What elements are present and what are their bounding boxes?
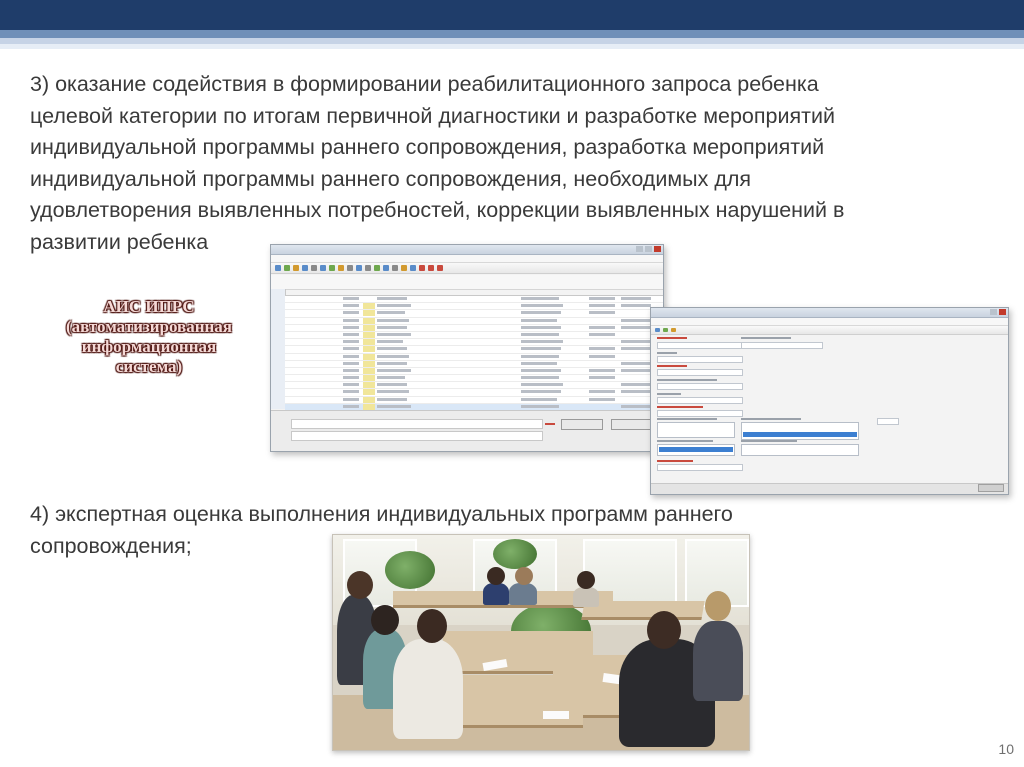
page-number: 10 xyxy=(998,741,1014,757)
app-window-form-screenshot xyxy=(650,307,1009,495)
meeting-room-photo xyxy=(332,534,750,751)
point-3-text: 3) оказание содействия в формировании реабилитационного запроса ребенка целевой категории по итогам первичной диагностики и разработке мероприятий индивидуальной программы раннего сопровождения, разработка мероприятий индивидуальной программы раннего сопровождения, необходимых для удовлетворения выявленных потребностей, коррекции выявленных нарушений в развитии ребенка xyxy=(30,72,845,254)
header-band-mid xyxy=(0,30,1024,38)
app-window-list-screenshot xyxy=(270,244,664,452)
header-band-dark xyxy=(0,0,1024,30)
point-4-text: 4) экспертная оценка выполнения индивидуальных программ раннего сопровождения; xyxy=(30,502,733,558)
ais-iprs-caption: АИС ИПРС (автоматизированная информационная система) xyxy=(65,297,232,376)
header-band-pale xyxy=(0,44,1024,49)
